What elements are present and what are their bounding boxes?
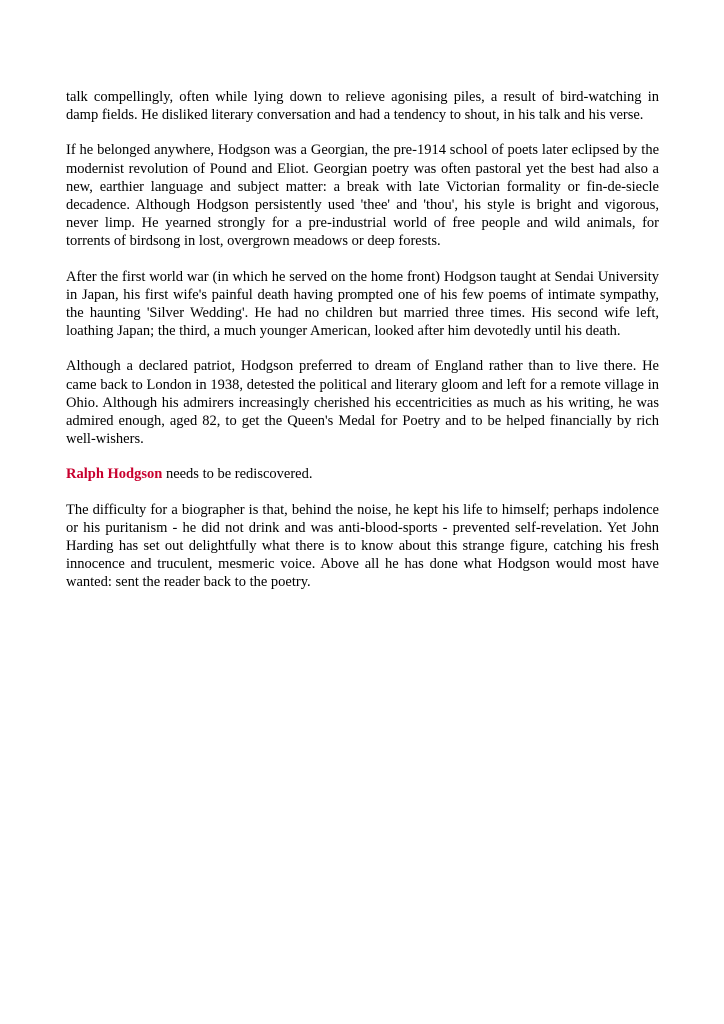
- paragraph-continuation: talk compellingly, often while lying down to relieve agonising piles, a result of bird-watching in damp fields. He disliked literary conversation and had a tendency to shout, in his talk and his verse.: [66, 89, 659, 124]
- paragraph-georgian: If he belonged anywhere, Hodgson was a Georgian, the pre-1914 school of poets later eclipsed by the modernist revolution of Pound and Eliot. Georgian poetry was often pastoral yet the best had also a new, earthier language and subject matter: a break with late Victorian formality or fin-de-siecle decadence. Although Hodgson persistently used 'thee' and 'thou', his style is bright and vigorous, never limp. He yearned strongly for a pre-industrial world of free people and wild animals, for torrents of birdsong in lost, overgrown meadows or deep forests.: [66, 142, 659, 250]
- paragraph-rediscovered: [66, 465, 659, 483]
- paragraph-patriot: Although a declared patriot, Hodgson preferred to dream of England rather than to live there. He came back to London in 1938, detested the political and literary gloom and left for a remote village in Ohio. Although his admirers increasingly cherished his eccentricities as much as his writing, he was admired enough, aged 82, to get the Queen's Medal for Poetry and to be helped financially by rich well-wishers.: [66, 358, 659, 448]
- paragraph-closing: The difficulty for a biographer is that, behind the noise, he kept his life to himself; perhaps indolence or his puritanism - he did not drink and was anti-blood-sports - prevented self-revelation. Yet John Harding has set out delightfully what there is to know about this strange figure, catching his fresh innocence and truculent, mesmeric voice. Above all he has done what Hodgson would most have wanted: sent the reader back to the poetry.: [66, 501, 659, 591]
- article-body: [66, 88, 659, 609]
- rediscovered-text: needs to be rediscovered.: [162, 466, 313, 483]
- ralph-hodgson-link[interactable]: Ralph Hodgson: [66, 466, 163, 483]
- paragraph-japan: After the first world war (in which he served on the home front) Hodgson taught at Sendai University in Japan, his first wife's painful death having prompted one of his few poems of intimate sympathy, the haunting 'Silver Wedding'. He had no children but married three times. His second wife left, loathing Japan; the third, a much younger American, looked after him devotedly until his death.: [66, 268, 659, 340]
